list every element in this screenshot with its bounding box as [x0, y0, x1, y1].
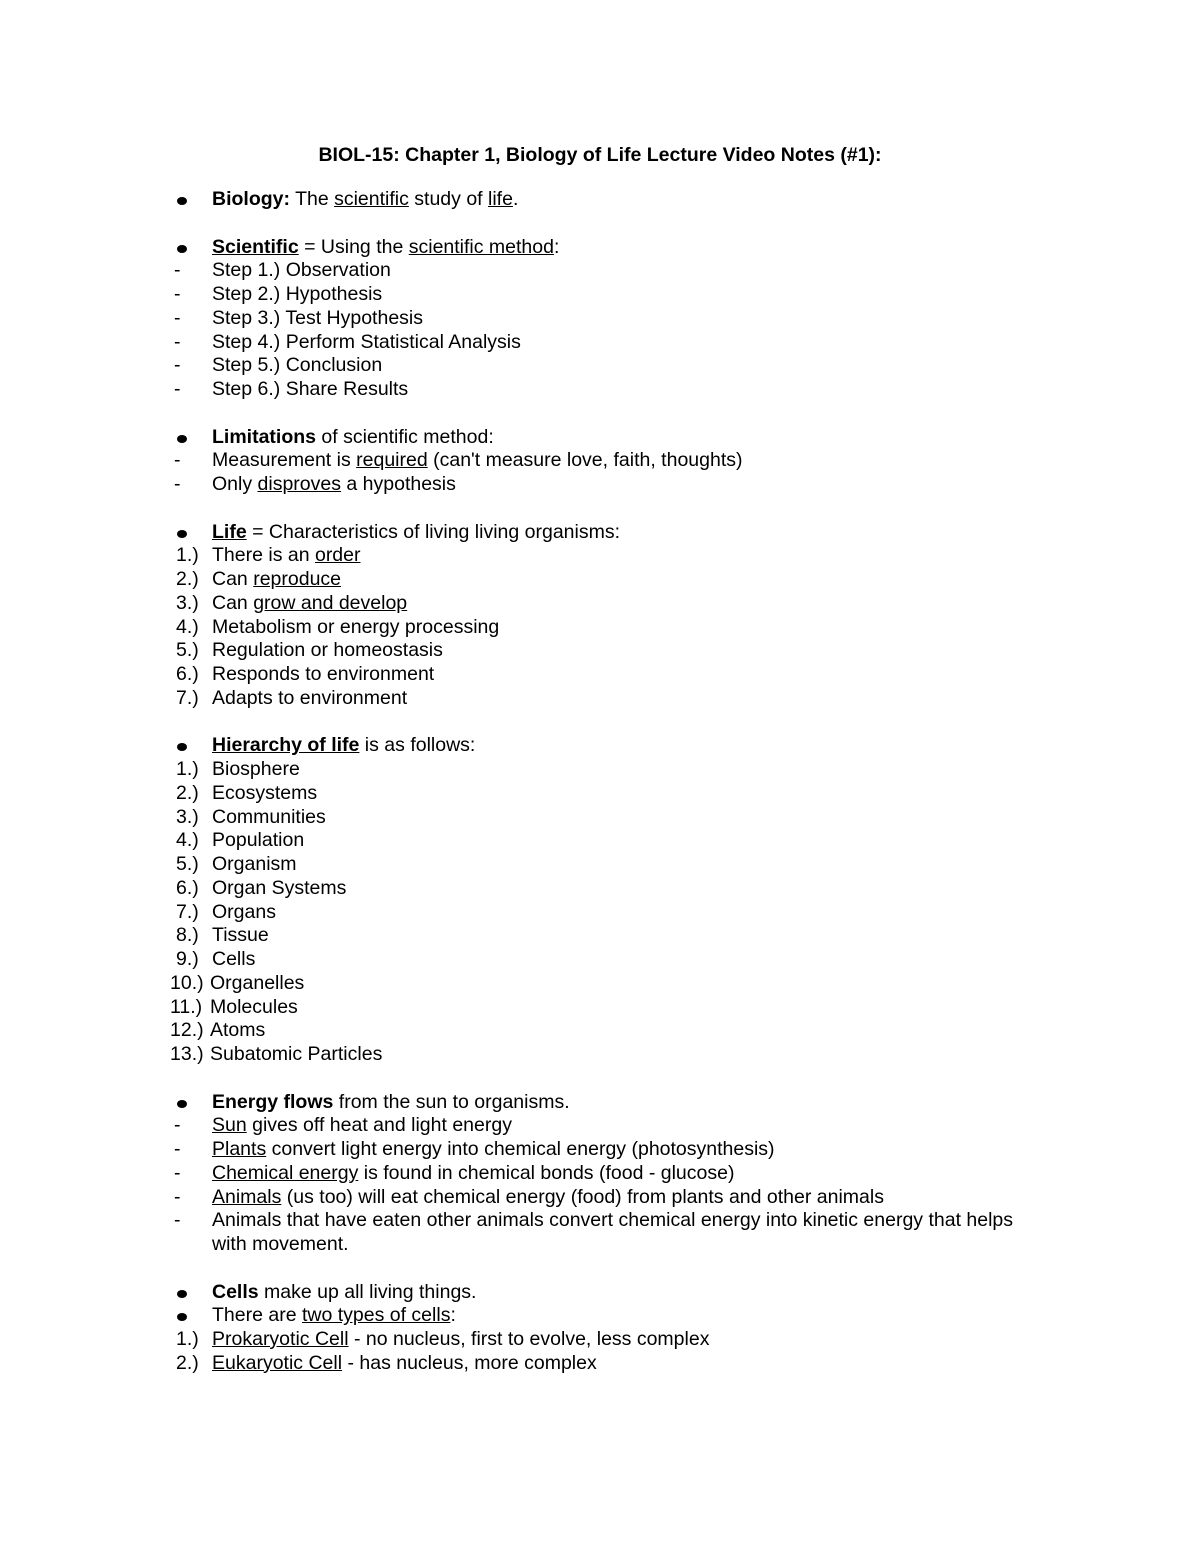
list-item — [0, 996, 1200, 1020]
underlined-term: Animals — [212, 1185, 282, 1208]
page-title: BIOL-15: Chapter 1, Biology of Life Lecture Video Notes (#1): — [318, 144, 882, 166]
energy-continuation: with movement. — [212, 1233, 349, 1255]
item-text: Subatomic Particles — [210, 1043, 383, 1065]
bullet-icon — [177, 1290, 187, 1298]
bullet-icon — [177, 743, 187, 751]
list-item — [0, 924, 1200, 948]
list-number: 13.) — [170, 1043, 204, 1065]
item-text: Adapts to environment — [212, 686, 408, 709]
item-text: Animals that have eaten other animals convert chemical energy into kinetic energy that helps — [212, 1209, 1014, 1232]
item-text: Animals (us too) will eat chemical energy (food) from plants and other animals — [212, 1185, 884, 1208]
item-text: Can reproduce — [212, 568, 342, 590]
underlined-term: Chemical energy — [212, 1161, 359, 1184]
list-item — [0, 616, 1200, 640]
list-item — [0, 592, 1200, 616]
list-number: 4.) — [176, 615, 199, 638]
item-text: There is an order — [212, 544, 361, 567]
dash-marker: - — [174, 1161, 181, 1184]
list-item — [0, 449, 1200, 473]
list-item — [0, 1138, 1200, 1162]
list-number: 10.) — [170, 971, 204, 994]
bullet-cells: Cells make up all living things. — [0, 1281, 1200, 1305]
list-item — [0, 901, 1200, 925]
list-number: 4.) — [176, 829, 199, 852]
underlined-term: grow and develop — [253, 591, 408, 614]
bullet-icon — [177, 530, 187, 538]
list-item — [0, 1114, 1200, 1138]
dash-marker: - — [174, 1209, 181, 1232]
dash-marker: - — [174, 378, 181, 400]
item-text: Prokaryotic Cell - no nucleus, first to evolve, less complex — [212, 1328, 710, 1350]
list-number: 7.) — [176, 686, 199, 709]
bullet-icon — [177, 435, 187, 443]
list-item — [0, 829, 1200, 853]
item-text: Organism — [212, 853, 297, 875]
list-number: 9.) — [176, 948, 199, 970]
item-text: Step 1.) Observation — [212, 259, 391, 282]
list-number: 2.) — [176, 568, 199, 590]
list-item — [0, 639, 1200, 663]
term-cells: Cells — [212, 1280, 259, 1303]
bullet-biology: Biology: The scientific study of life. — [0, 188, 1200, 212]
dash-marker: - — [174, 354, 181, 377]
list-item — [0, 544, 1200, 568]
underlined-term: required — [356, 449, 428, 472]
list-item — [0, 1019, 1200, 1043]
item-text: Step 4.) Perform Statistical Analysis — [212, 330, 521, 353]
bullet-cell-types: There are two types of cells: — [0, 1304, 1200, 1328]
item-text: Atoms — [210, 1019, 266, 1042]
list-item — [0, 1209, 1200, 1233]
list-number: 5.) — [176, 853, 199, 875]
item-text: Only disproves a hypothesis — [212, 473, 456, 495]
list-item — [0, 283, 1200, 307]
item-text: Communities — [212, 805, 326, 828]
life-characteristics-list — [0, 544, 1200, 710]
dash-marker: - — [174, 330, 181, 353]
underlined-term: Prokaryotic Cell — [212, 1328, 349, 1350]
list-item — [0, 877, 1200, 901]
list-item — [0, 853, 1200, 877]
list-item — [0, 948, 1200, 972]
notes-body — [0, 188, 1200, 1376]
list-number: 3.) — [176, 591, 199, 614]
item-text: Organs — [212, 900, 276, 923]
term-hierarchy: Hierarchy of life — [212, 734, 360, 757]
dash-marker: - — [174, 1185, 181, 1208]
dash-marker: - — [174, 1138, 181, 1160]
term-scientific: Scientific — [212, 235, 299, 258]
item-text: Step 6.) Share Results — [212, 378, 409, 400]
bullet-scientific: Scientific = Using the scientific method: — [0, 236, 1200, 260]
bullet-hierarchy: Hierarchy of life is as follows: — [0, 734, 1200, 758]
item-text: Measurement is required (can't measure love, faith, thoughts) — [212, 449, 743, 472]
list-item — [0, 568, 1200, 592]
bullet-life: Life = Characteristics of living living organisms: — [0, 521, 1200, 545]
item-text: Biosphere — [212, 758, 300, 780]
list-number: 1.) — [176, 758, 199, 780]
item-text: Responds to environment — [212, 663, 435, 685]
list-number: 1.) — [176, 1328, 199, 1350]
list-item — [0, 331, 1200, 355]
limitations-list — [0, 449, 1200, 497]
item-text: Sun gives off heat and light energy — [212, 1114, 512, 1137]
underlined-term: Plants — [212, 1138, 267, 1160]
item-text: Can grow and develop — [212, 591, 408, 614]
item-text: Step 3.) Test Hypothesis — [212, 306, 423, 329]
list-item — [0, 354, 1200, 378]
underlined-term: order — [314, 544, 361, 567]
item-text: Eukaryotic Cell - has nucleus, more complex — [212, 1351, 597, 1374]
list-item — [0, 1328, 1200, 1352]
item-text: Organ Systems — [212, 876, 347, 899]
list-number: 1.) — [176, 544, 199, 567]
item-text: Metabolism or energy processing — [212, 615, 500, 638]
list-item — [0, 758, 1200, 782]
hierarchy-list — [0, 758, 1200, 1067]
item-text: Organelles — [210, 971, 305, 994]
list-item — [0, 782, 1200, 806]
list-number: 6.) — [176, 663, 199, 685]
list-number: 8.) — [176, 924, 199, 947]
item-text: Plants convert light energy into chemical energy (photosynthesis) — [212, 1138, 775, 1160]
dash-marker: - — [174, 306, 181, 329]
list-number: 3.) — [176, 805, 199, 828]
list-item — [0, 1352, 1200, 1376]
list-number: 2.) — [176, 1351, 199, 1374]
list-number: 11.) — [170, 995, 203, 1018]
dash-marker: - — [174, 1114, 181, 1137]
dash-marker: - — [174, 259, 181, 282]
item-text: Step 5.) Conclusion — [212, 354, 383, 377]
list-item — [0, 1162, 1200, 1186]
list-number: 7.) — [176, 900, 199, 923]
bullet-limitations: Limitations of scientific method: — [0, 426, 1200, 450]
list-number: 2.) — [176, 781, 199, 804]
bullet-icon — [177, 197, 187, 205]
cell-types-list — [0, 1328, 1200, 1376]
list-item — [0, 259, 1200, 283]
dash-marker: - — [174, 473, 181, 495]
item-text: Molecules — [210, 995, 298, 1018]
list-number: 6.) — [176, 876, 199, 899]
list-item — [0, 806, 1200, 830]
list-item — [0, 1043, 1200, 1067]
dash-marker: - — [174, 283, 181, 305]
energy-list — [0, 1114, 1200, 1233]
term-energy: Energy flows — [212, 1090, 334, 1113]
term-limitations: Limitations — [212, 425, 317, 448]
list-item — [0, 663, 1200, 687]
item-text: Cells — [212, 948, 256, 970]
list-item — [0, 378, 1200, 402]
bullet-icon — [177, 1313, 187, 1321]
list-item — [0, 972, 1200, 996]
item-text: Ecosystems — [212, 781, 318, 804]
bullet-energy: Energy flows from the sun to organisms. — [0, 1091, 1200, 1115]
list-number: 5.) — [176, 639, 199, 662]
bullet-icon — [177, 1100, 187, 1108]
scientific-steps-list — [0, 259, 1200, 402]
underlined-term: Sun — [212, 1114, 247, 1137]
item-text: Chemical energy is found in chemical bonds (food - glucose) — [212, 1161, 735, 1184]
item-text: Step 2.) Hypothesis — [212, 283, 383, 305]
list-item — [0, 473, 1200, 497]
term-life: Life — [212, 520, 247, 543]
item-text: Regulation or homeostasis — [212, 639, 443, 662]
underlined-term: Eukaryotic Cell — [212, 1351, 343, 1374]
term-biology: Biology: — [212, 188, 290, 210]
list-item — [0, 307, 1200, 331]
underlined-term: disproves — [257, 473, 341, 495]
list-item — [0, 687, 1200, 711]
underlined-term: reproduce — [253, 568, 342, 590]
list-number: 12.) — [170, 1019, 204, 1042]
bullet-icon — [177, 245, 187, 253]
list-item — [0, 1186, 1200, 1210]
dash-marker: - — [174, 449, 181, 472]
item-text: Tissue — [212, 924, 269, 947]
item-text: Population — [212, 829, 305, 852]
